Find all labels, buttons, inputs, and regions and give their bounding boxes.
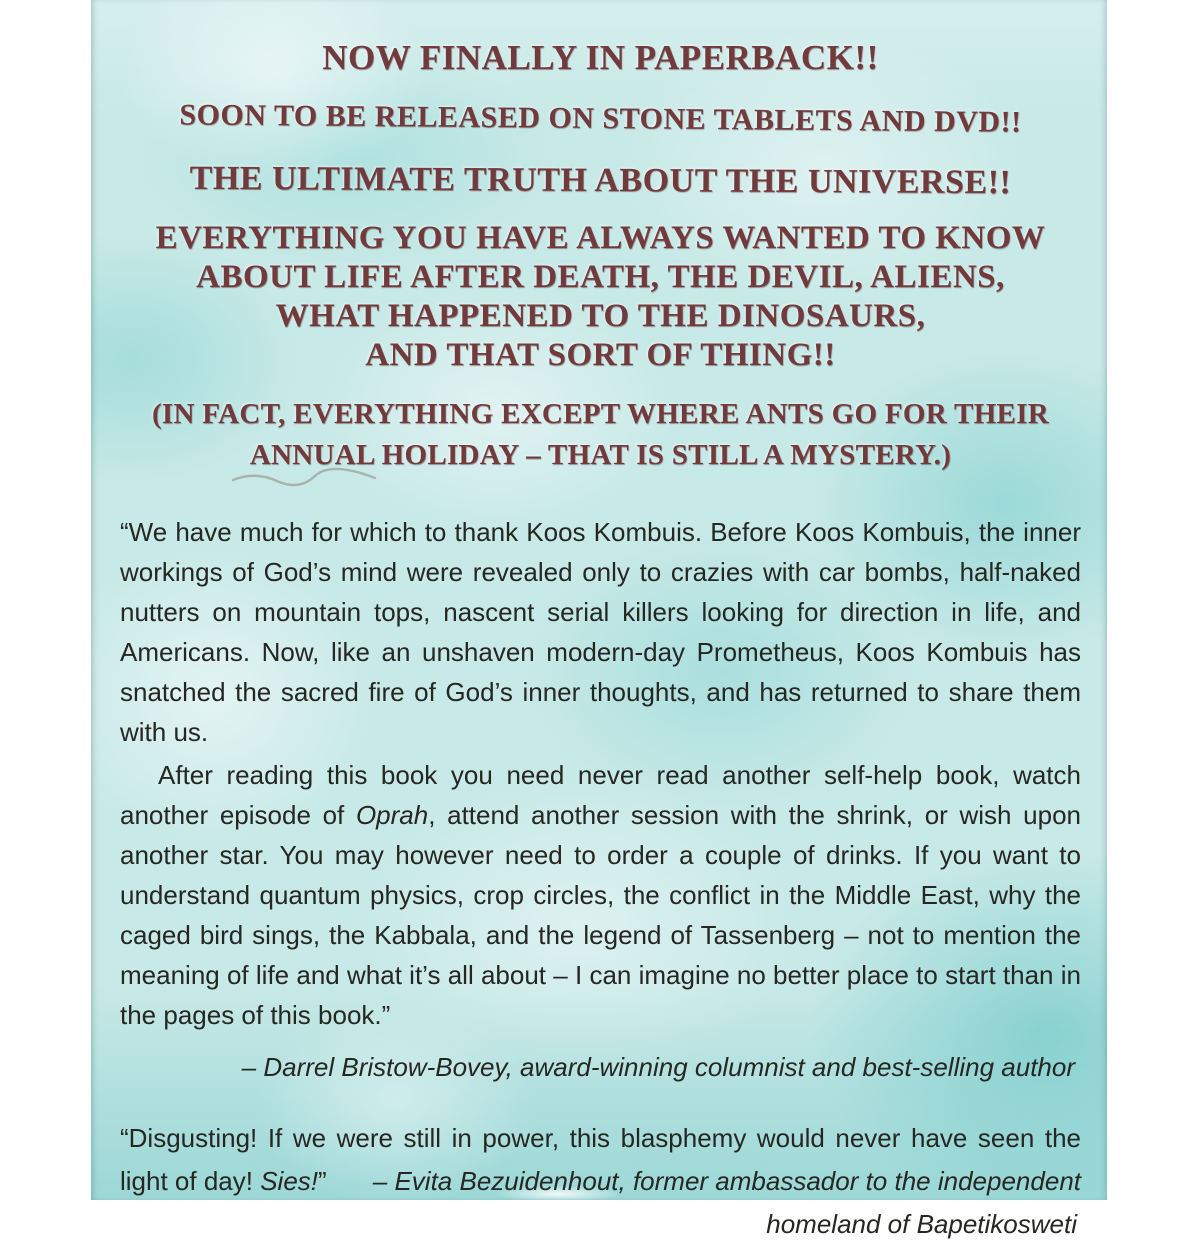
- cover-content: [120, 0, 1081, 1246]
- headline-ants-holiday: [120, 394, 1081, 476]
- headline-line: ABOUT LIFE AFTER DEATH, THE DEVIL, ALIENS,: [196, 259, 1005, 295]
- headline-stone-tablets: [120, 94, 1081, 144]
- evita-quote-block: [120, 1117, 1081, 1246]
- headline-paperback: [120, 36, 1081, 80]
- evita-quote-line-1: “Disgusting! If we were still in power, this blasphemy would never have seen the: [120, 1123, 1081, 1153]
- evita-attribution-part-1: – Evita Bezuidenhout, former ambassador to the independent: [372, 1166, 1081, 1196]
- headline-line: NOW FINALLY IN PAPERBACK!!: [322, 38, 879, 77]
- evita-quote-line-2: [120, 1160, 1081, 1203]
- review-attribution: – Darrel Bristow-Bovey, award-winning columnist and best-selling author: [241, 1052, 1075, 1082]
- headline-ultimate-truth: [120, 157, 1081, 204]
- headline-line: THE ULTIMATE TRUTH ABOUT THE UNIVERSE!!: [189, 159, 1012, 202]
- evita-quote-end: light of day! Sies!”: [120, 1166, 327, 1196]
- evita-attribution-part-2: homeland of Bapetikosweti: [766, 1209, 1077, 1239]
- headline-everything: [120, 219, 1081, 375]
- review-paragraph-1: “We have much for which to thank Koos Kombuis. Before Koos Kombuis, the inner workings of God’s mind were revealed only to crazies with car bombs, half-naked nutters on mountain tops, nascent serial killers looking for direction in life, and Americans. Now, like an unshaven modern-day Prometheus, Koos Kombuis has snatched the sacred fire of God’s inner thoughts, and has returned to share them with us.: [120, 517, 1081, 747]
- headline-line: AND THAT SORT OF THING!!: [365, 337, 836, 373]
- review-quote-block: [120, 512, 1081, 1087]
- review-paragraph-2: After reading this book you need never read another self-help book, watch another episode of Oprah, attend another session with the shrink, or wish upon another star. You may however need to order a couple of drinks. If you want to understand quantum physics, crop circles, the conflict in the Middle East, why the caged bird sings, the Kabbala, and the legend of Tassenberg – not to mention the meaning of life and what it’s all about – I can imagine no better place to start than in the pages of this book.”: [120, 760, 1081, 1030]
- book-back-cover: [91, 0, 1107, 1239]
- headline-line: WHAT HAPPENED TO THE DINOSAURS,: [275, 298, 926, 334]
- headline-line: ANNUAL HOLIDAY – THAT IS STILL A MYSTERY.): [249, 439, 952, 471]
- headline-line: EVERYTHING YOU HAVE ALWAYS WANTED TO KNOW: [155, 220, 1046, 256]
- headline-line: SOON TO BE RELEASED ON STONE TABLETS AND DVD!!: [179, 98, 1022, 139]
- headline-line: (IN FACT, EVERYTHING EXCEPT WHERE ANTS GO FOR THEIR: [151, 398, 1050, 430]
